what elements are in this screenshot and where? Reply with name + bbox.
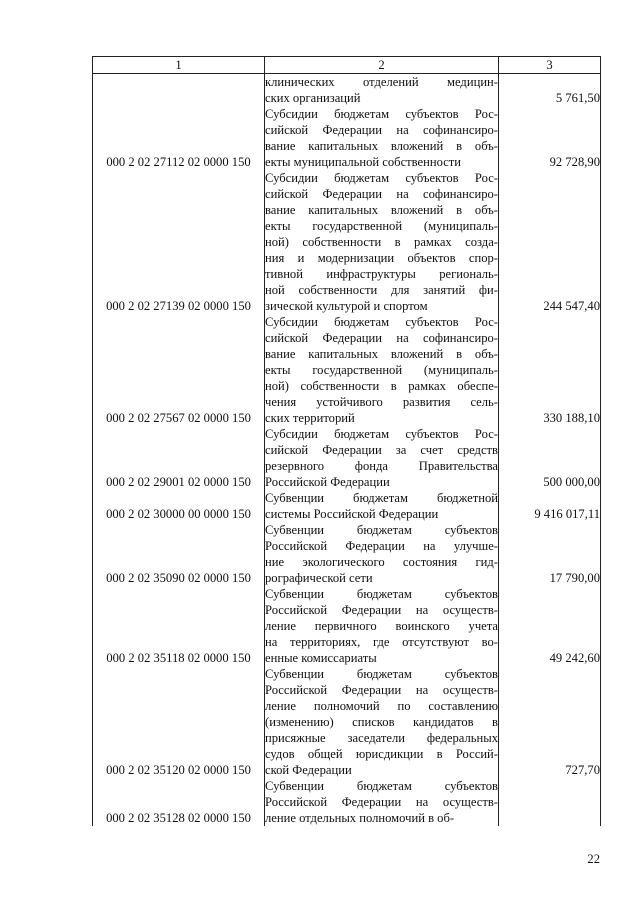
revenue-name-line: ной собственности для занятий фи-	[265, 283, 498, 297]
revenue-name-line: ление полномочий по составлению	[265, 699, 498, 713]
header-row	[93, 57, 601, 74]
revenue-name-line: сийской Федерации на софинансиро-	[265, 331, 498, 345]
revenue-name-line: системы Российской Федерации	[265, 507, 439, 521]
revenue-name	[265, 666, 499, 778]
revenue-name-line: екты государственной (муниципаль-	[265, 219, 498, 233]
revenue-name-line: екты муниципальной собственности	[265, 155, 462, 169]
revenue-name-line: Субвенции бюджетам бюджетной	[265, 491, 498, 505]
revenue-name-line: Российской Федерации	[265, 475, 390, 489]
page-number: 22	[587, 852, 600, 866]
amount-value: 5 761,50	[499, 74, 601, 107]
header-col-3: 3	[499, 57, 601, 74]
revenue-name-line: ских территорий	[265, 411, 355, 425]
revenue-name	[265, 426, 499, 490]
amount-value: 500 000,00	[499, 426, 601, 490]
table-body	[93, 74, 601, 827]
revenue-name	[265, 106, 499, 170]
revenue-name	[265, 74, 499, 107]
revenue-name-line: Субвенции бюджетам субъектов	[265, 779, 498, 793]
revenue-name-line: Субвенции бюджетам субъектов	[265, 587, 498, 601]
revenue-name-line: резервного фонда Правительства	[265, 459, 498, 473]
revenue-name-line: сийской Федерации на софинансиро-	[265, 123, 498, 137]
budget-code	[93, 74, 265, 107]
budget-code: 000 2 02 35128 02 0000 150	[93, 778, 265, 826]
budget-table	[92, 56, 601, 826]
table-row	[93, 666, 601, 778]
revenue-name-line: Российской Федерации на осуществ-	[265, 795, 498, 809]
revenue-name-line: клинических отделений медицин-	[265, 75, 498, 89]
budget-code: 000 2 02 35090 02 0000 150	[93, 522, 265, 586]
revenue-name-line: рографической сети	[265, 571, 373, 585]
table-header	[93, 57, 601, 74]
revenue-name-line: ной) собственности в рамках созда-	[265, 235, 498, 249]
revenue-name-line: Субвенции бюджетам субъектов	[265, 667, 498, 681]
revenue-name-line: ление первичного воинского учета	[265, 619, 498, 633]
revenue-name-line: сийской Федерации за счет средств	[265, 443, 498, 457]
revenue-name-line: присяжные заседатели федеральных	[265, 731, 498, 745]
revenue-name-line: Субсидии бюджетам субъектов Рос-	[265, 107, 498, 121]
revenue-name-line: екты государственной (муниципаль-	[265, 363, 498, 377]
revenue-name-line: (изменению) списков кандидатов в	[265, 715, 498, 729]
header-col-2: 2	[265, 57, 499, 74]
table-row	[93, 490, 601, 522]
budget-code: 000 2 02 29001 02 0000 150	[93, 426, 265, 490]
revenue-name-line: енные комиссариаты	[265, 651, 377, 665]
budget-code: 000 2 02 35120 02 0000 150	[93, 666, 265, 778]
revenue-name-line: ление отдельных полномочий в об-	[265, 811, 455, 825]
revenue-name-line: Российской Федерации на осуществ-	[265, 603, 498, 617]
revenue-name-line: Российской Федерации на осуществ-	[265, 683, 498, 697]
revenue-name-line: Субсидии бюджетам субъектов Рос-	[265, 315, 498, 329]
revenue-name-line: тивной инфраструктуры региональ-	[265, 267, 498, 281]
table-row	[93, 522, 601, 586]
table-row	[93, 170, 601, 314]
amount-value	[499, 778, 601, 826]
amount-value: 330 188,10	[499, 314, 601, 426]
revenue-name	[265, 490, 499, 522]
budget-code: 000 2 02 30000 00 0000 150	[93, 490, 265, 522]
revenue-name	[265, 314, 499, 426]
revenue-name	[265, 170, 499, 314]
revenue-name-line: ние экологического состояния гид-	[265, 555, 498, 569]
budget-code: 000 2 02 35118 02 0000 150	[93, 586, 265, 666]
amount-value: 92 728,90	[499, 106, 601, 170]
revenue-name	[265, 778, 499, 826]
revenue-name-line: ских организаций	[265, 91, 361, 105]
revenue-name-line: вание капитальных вложений в объ-	[265, 347, 498, 361]
revenue-name-line: ния и модернизации объектов спор-	[265, 251, 498, 265]
amount-value: 727,70	[499, 666, 601, 778]
amount-value: 244 547,40	[499, 170, 601, 314]
revenue-name	[265, 522, 499, 586]
revenue-name-line: зической культурой и спортом	[265, 299, 428, 313]
budget-code: 000 2 02 27139 02 0000 150	[93, 170, 265, 314]
table-row	[93, 778, 601, 826]
revenue-name-line: вание капитальных вложений в объ-	[265, 139, 498, 153]
revenue-name-line: ской Федерации	[265, 763, 352, 777]
revenue-name-line: Российской Федерации на улучше-	[265, 539, 498, 553]
table-row	[93, 74, 601, 107]
revenue-name	[265, 586, 499, 666]
amount-value: 17 790,00	[499, 522, 601, 586]
amount-value: 49 242,60	[499, 586, 601, 666]
revenue-name-line: Субвенции бюджетам субъектов	[265, 523, 498, 537]
table-row	[93, 426, 601, 490]
revenue-name-line: чения устойчивого развития сель-	[265, 395, 498, 409]
revenue-name-line: Субсидии бюджетам субъектов Рос-	[265, 171, 498, 185]
revenue-name-line: на территориях, где отсутствуют во-	[265, 635, 498, 649]
table-row	[93, 586, 601, 666]
revenue-name-line: ной) собственности в рамках обеспе-	[265, 379, 498, 393]
revenue-name-line: сийской Федерации на софинансиро-	[265, 187, 498, 201]
table-row	[93, 106, 601, 170]
revenue-name-line: судов общей юрисдикции в Россий-	[265, 747, 498, 761]
header-col-1: 1	[93, 57, 265, 74]
budget-code: 000 2 02 27112 02 0000 150	[93, 106, 265, 170]
revenue-name-line: Субсидии бюджетам субъектов Рос-	[265, 427, 498, 441]
table-row	[93, 314, 601, 426]
budget-code: 000 2 02 27567 02 0000 150	[93, 314, 265, 426]
amount-value: 9 416 017,11	[499, 490, 601, 522]
revenue-name-line: вание капитальных вложений в объ-	[265, 203, 498, 217]
